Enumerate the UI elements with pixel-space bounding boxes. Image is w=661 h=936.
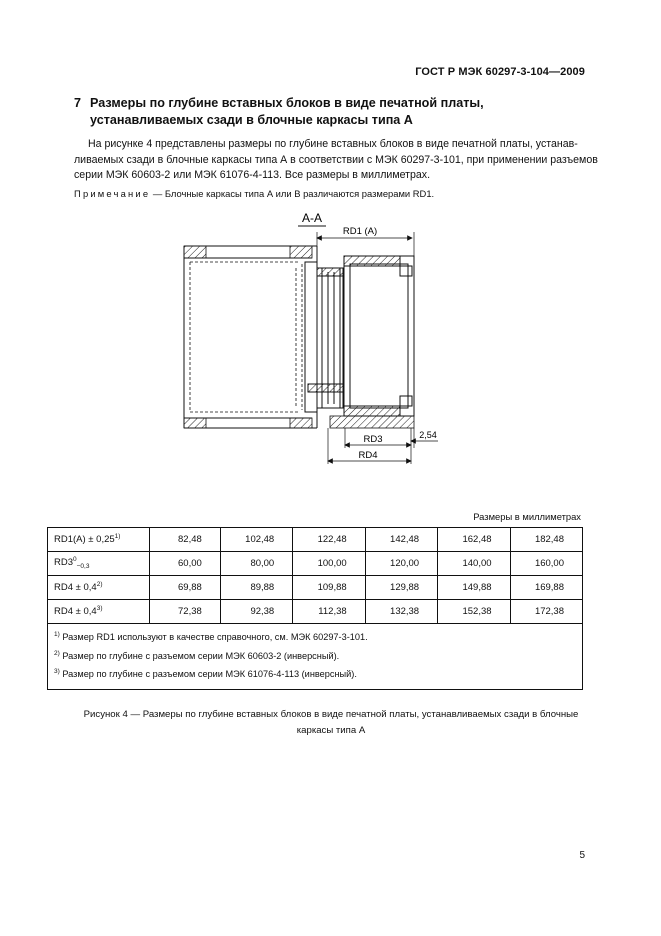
row-label-sup: 1) (114, 533, 121, 541)
table-cell: 109,88 (293, 576, 365, 600)
table-cell: 69,88 (150, 576, 221, 600)
caption-line: каркасы типа А (296, 725, 366, 736)
table-cell: 142,48 (365, 528, 437, 552)
footnote-mark: 2) (54, 649, 60, 657)
rd4-label: RD4 (358, 450, 378, 461)
table-cell: 112,38 (293, 600, 365, 624)
table-cell: 162,48 (438, 528, 510, 552)
footnotes (48, 624, 583, 690)
row-label-sub: −0,3 (76, 563, 90, 571)
row-label-text: RD4 ± 0,4 (54, 582, 97, 594)
footnote-mark: 3) (54, 668, 60, 676)
section-title-line2: устанавливаемых сзади в блочные каркасы типа А (90, 113, 413, 127)
paragraph-line: На рисунке 4 представлены размеры по глубине вставных блоков в виде печатной платы, устанав- (88, 138, 578, 150)
row-label-text: RD3 (54, 557, 74, 569)
table-cell: 169,88 (510, 576, 582, 600)
table-cell: 149,88 (438, 576, 510, 600)
bottom-rail-right (290, 418, 312, 428)
table-cell: 80,00 (220, 552, 292, 576)
rd1-label: RD1 (А) (342, 226, 378, 237)
table-cell: 60,00 (150, 552, 221, 576)
table-cell: 132,38 (365, 600, 437, 624)
table-cell: 82,48 (150, 528, 221, 552)
table-cell: 100,00 (293, 552, 365, 576)
footnote-mark: 1) (54, 631, 60, 638)
row-label (48, 552, 150, 576)
footnote (54, 664, 576, 683)
footnote-text: Размер RD1 используют в качестве справочного, см. МЭК 60297-3-101. (59, 632, 368, 643)
row-label (48, 528, 150, 552)
note-prefix: Примечание (74, 188, 151, 199)
bottom-rail-left (184, 418, 206, 428)
footnote (54, 646, 576, 665)
section-number: 7 (74, 96, 82, 110)
rear-base (330, 416, 414, 428)
table-cell: 89,88 (220, 576, 292, 600)
table-row (48, 600, 583, 624)
footnote-text: Размер по глубине с разъемом серии МЭК 61076-4-113 (инверсный). (59, 669, 357, 680)
table-row (48, 552, 583, 576)
rear-plug-in-unit (344, 256, 414, 416)
table-cell: 129,88 (365, 576, 437, 600)
table-cell: 152,38 (438, 600, 510, 624)
dimensions-table (47, 527, 583, 690)
document-header: ГОСТ Р МЭК 60297-3-104—2009 (415, 66, 585, 78)
top-rail-left (184, 246, 206, 258)
footnote (54, 627, 576, 646)
row-label-sup: 3) (96, 605, 103, 613)
front-board-outline (190, 262, 302, 412)
page-number: 5 (579, 850, 585, 861)
footnotes-row (48, 624, 583, 690)
rd3-label: RD3 (363, 434, 383, 445)
table-cell: 72,38 (150, 600, 221, 624)
row-label (48, 600, 150, 624)
section-title-line1: Размеры по глубине вставных блоков в виде печатной платы, (90, 96, 484, 110)
footnote-text: Размер по глубине с разъемом серии МЭК 60603-2 (инверсный). (59, 650, 340, 661)
table-cell: 120,00 (365, 552, 437, 576)
table-cell: 122,48 (293, 528, 365, 552)
table-cell: 160,00 (510, 552, 582, 576)
paragraph-line: серии МЭК 60603-2 или МЭК 61076-4-113. Все размеры в миллиметрах. (74, 169, 431, 181)
section-label: А-А (301, 211, 323, 225)
table-row (48, 576, 583, 600)
figure-caption (60, 707, 602, 739)
table-row (48, 528, 583, 552)
table-cell: 182,48 (510, 528, 582, 552)
subrack-frame (184, 246, 317, 428)
row-label-sup: 2) (96, 581, 103, 589)
units-note: Размеры в миллиметрах (473, 511, 581, 522)
row-label (48, 576, 150, 600)
caption-line: Рисунок 4 — Размеры по глубине вставных блоков в виде печатной платы, устанавливаемых сзади в блочные (83, 709, 579, 720)
table-cell: 140,00 (438, 552, 510, 576)
connector-block (305, 262, 343, 412)
table-cell: 92,38 (220, 600, 292, 624)
row-label-text: RD4 ± 0,4 (54, 606, 97, 618)
row-label-text: RD1(A) ± 0,25 (54, 534, 115, 546)
row-label-sup: 0 (73, 556, 77, 564)
table-cell: 172,38 (510, 600, 582, 624)
table-cell: 102,48 (220, 528, 292, 552)
top-rail-right (290, 246, 312, 258)
paragraph-line: ливаемых сзади в блочные каркасы типа А в соответствии с МЭК 60297-3-101, при применении разъемов (74, 153, 598, 166)
note-text: — Блочные каркасы типа А или В различаются размерами RD1. (150, 188, 435, 199)
gap-label: 2,54 (419, 430, 437, 440)
